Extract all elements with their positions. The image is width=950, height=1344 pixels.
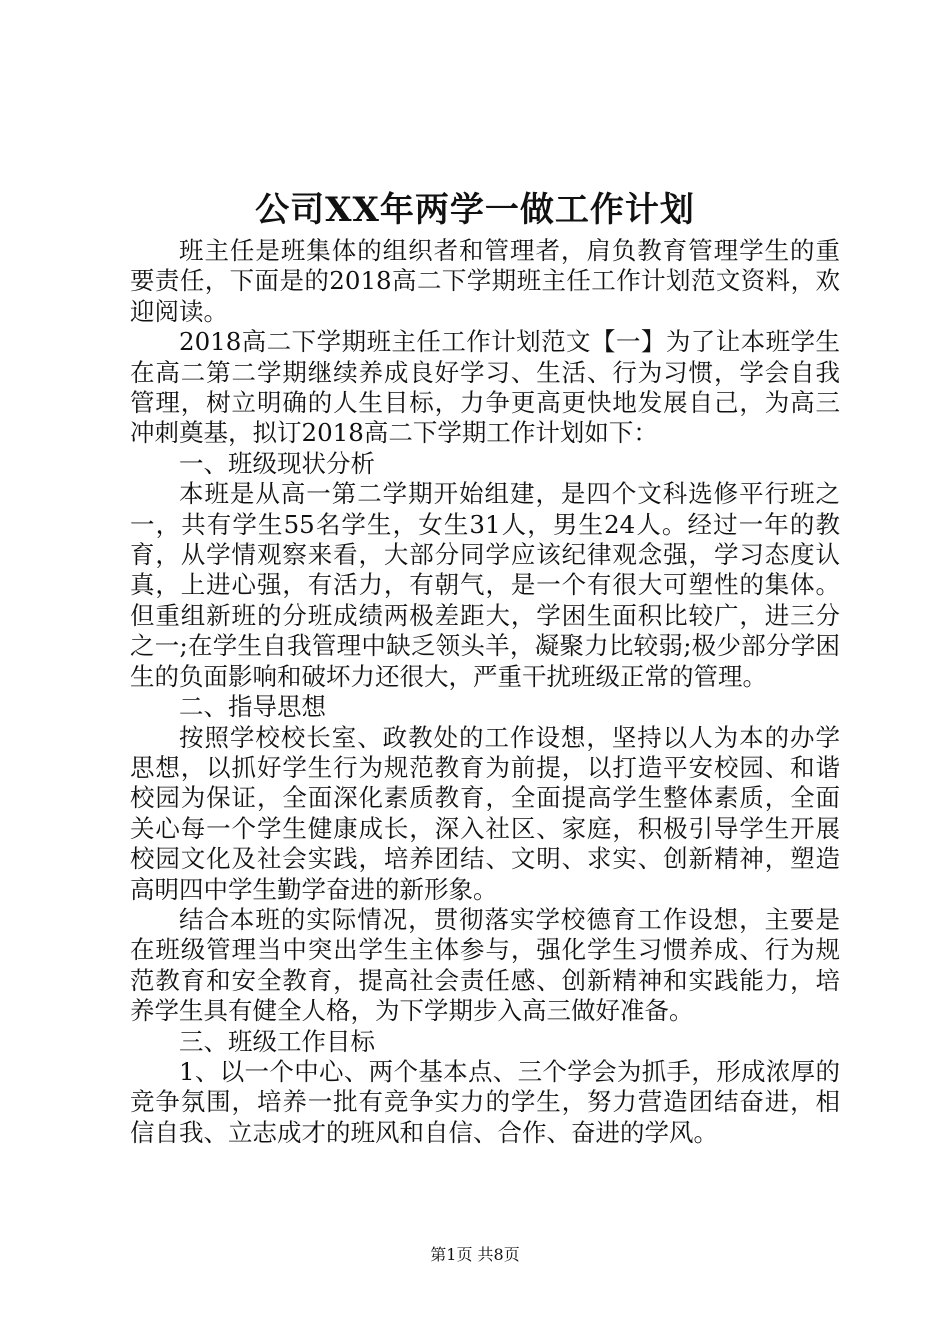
paragraph-class-status: 本班是从高一第二学期开始组建，是四个文科选修平行班之一，共有学生55名学生，女生31人，男生24人。经过一年的教育，从学情观察来看，大部分同学应该纪律观念强，学习态度认真，上进心强，有活力，有朝气，是一个有很大可塑性的集体。但重组新班的分班成绩两极差距大，学困生面积比较广，进三分之一;在学生自我管理中缺乏领头羊，凝聚力比较弱;极少部分学困生的负面影响和破坏力还很大，严重干扰班级正常的管理。 [130, 479, 840, 691]
section-heading-guiding-thought: 二、指导思想 [179, 692, 326, 722]
paragraph-guiding-thought: 按照学校校长室、政教处的工作设想，坚持以人为本的办学思想，以抓好学生行为规范教育为前提，以打造平安校园、和谐校园为保证，全面深化素质教育，全面提高学生整体素质，全面关心每一个学生健康成长，深入社区、家庭，积极引导学生开展校园文化及社会实践，培养团结、文明、求实、创新精神，塑造高明四中学生勤学奋进的新形象。 [130, 722, 840, 904]
paragraph-class-practice: 结合本班的实际情况，贯彻落实学校德育工作设想，主要是在班级管理当中突出学生主体参与，强化学生习惯养成、行为规范教育和安全教育，提高社会责任感、创新精神和实践能力，培养学生具有健全人格，为下学期步入高三做好准备。 [130, 904, 840, 1026]
page-number-footer: 第1页 共8页 [430, 1245, 520, 1264]
document-body [130, 236, 840, 1148]
section-heading-work-goals: 三、班级工作目标 [179, 1026, 375, 1056]
paragraph-goal-1: 1、以一个中心、两个基本点、三个学会为抓手，形成浓厚的竞争氛围，培养一批有竞争实力的学生，努力营造团结奋进，相信自我、立志成才的班风和自信、合作、奋进的学风。 [130, 1056, 840, 1147]
section-heading-class-status: 一、班级现状分析 [179, 448, 375, 478]
paragraph-plan-overview: 2018高二下学期班主任工作计划范文【一】为了让本班学生在高二第二学期继续养成良好学习、生活、行为习惯，学会自我管理，树立明确的人生目标，力争更高更快地发展自己，为高三冲刺奠基，拟订2018高二下学期工作计划如下： [130, 327, 840, 448]
paragraph-intro: 班主任是班集体的组织者和管理者，肩负教育管理学生的重要责任，下面是的2018高二下学期班主任工作计划范文资料，欢迎阅读。 [130, 236, 840, 326]
document-title: 公司XX年两学一做工作计划 [255, 190, 695, 230]
